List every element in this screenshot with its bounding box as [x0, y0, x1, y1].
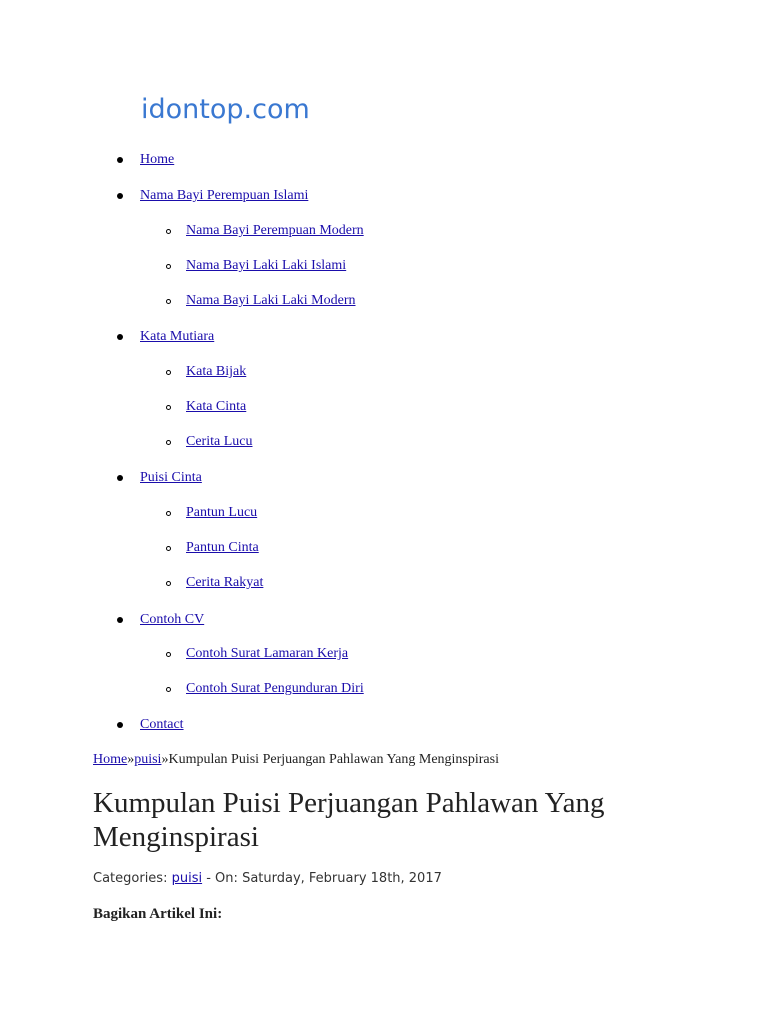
- nav-link-nama-bayi-laki-laki-modern[interactable]: Nama Bayi Laki Laki Modern: [186, 293, 356, 308]
- nav-link-cerita-rakyat[interactable]: Cerita Rakyat: [186, 575, 264, 590]
- nav-item-home[interactable]: [140, 151, 174, 169]
- nav-link-contoh-cv[interactable]: Contoh CV: [140, 612, 205, 627]
- bullet-circle: [166, 440, 171, 445]
- nav-link-puisi-cinta[interactable]: Puisi Cinta: [140, 470, 202, 485]
- nav-item-nama-bayi-perempuan-islami[interactable]: [140, 187, 308, 205]
- breadcrumb: [93, 751, 499, 769]
- nav-item-contact[interactable]: [140, 716, 184, 734]
- bullet-circle: [166, 229, 171, 234]
- bullet-circle: [166, 299, 171, 304]
- bullet-circle: [166, 581, 171, 586]
- nav-link-cerita-lucu[interactable]: Cerita Lucu: [186, 434, 253, 449]
- nav-subitem-cerita-lucu[interactable]: [186, 433, 252, 451]
- bullet-disc: [117, 722, 123, 728]
- bullet-circle: [166, 687, 171, 692]
- article-meta: [93, 870, 442, 888]
- nav-link-contoh-surat-lamaran-kerja[interactable]: Contoh Surat Lamaran Kerja: [186, 646, 349, 661]
- site-logo[interactable]: idontop.com: [141, 94, 310, 125]
- nav-link-home[interactable]: Home: [140, 152, 175, 167]
- bullet-circle: [166, 370, 171, 375]
- bullet-disc: [117, 334, 123, 340]
- nav-subitem-pantun-cinta[interactable]: [186, 539, 259, 557]
- bullet-circle: [166, 546, 171, 551]
- nav-subitem-nama-bayi-laki-laki-modern[interactable]: [186, 292, 356, 310]
- nav-link-contact[interactable]: Contact: [140, 717, 184, 732]
- nav-subitem-kata-cinta[interactable]: [186, 398, 246, 416]
- nav-link-kata-mutiara[interactable]: Kata Mutiara: [140, 329, 215, 344]
- categories-label: Categories:: [93, 871, 168, 886]
- category-link[interactable]: puisi: [171, 871, 203, 886]
- bullet-disc: [117, 617, 123, 623]
- breadcrumb-category-link[interactable]: puisi: [134, 752, 162, 767]
- nav-subitem-cerita-rakyat[interactable]: [186, 574, 263, 592]
- breadcrumb-home-link[interactable]: Home: [93, 752, 128, 767]
- share-label: Bagikan Artikel Ini:: [93, 906, 223, 922]
- bullet-disc: [117, 157, 123, 163]
- bullet-disc: [117, 193, 123, 199]
- nav-link-nama-bayi-perempuan-islami[interactable]: Nama Bayi Perempuan Islami: [140, 188, 309, 203]
- nav-item-contoh-cv[interactable]: [140, 611, 204, 629]
- bullet-circle: [166, 652, 171, 657]
- nav-link-kata-cinta[interactable]: Kata Cinta: [186, 399, 247, 414]
- nav-subitem-kata-bijak[interactable]: [186, 363, 246, 381]
- nav-link-contoh-surat-pengunduran-diri[interactable]: Contoh Surat Pengunduran Diri: [186, 681, 364, 696]
- nav-link-pantun-cinta[interactable]: Pantun Cinta: [186, 540, 259, 555]
- bullet-circle: [166, 405, 171, 410]
- nav-link-kata-bijak[interactable]: Kata Bijak: [186, 364, 247, 379]
- nav-subitem-contoh-surat-pengunduran-diri[interactable]: [186, 680, 364, 698]
- nav-subitem-contoh-surat-lamaran-kerja[interactable]: [186, 645, 348, 663]
- breadcrumb-separator: »: [161, 752, 169, 767]
- bullet-circle: [166, 264, 171, 269]
- article-title: Kumpulan Puisi Perjuangan Pahlawan Yang Menginspirasi: [93, 787, 605, 853]
- nav-item-puisi-cinta[interactable]: [140, 469, 202, 487]
- nav-link-nama-bayi-laki-laki-islami[interactable]: Nama Bayi Laki Laki Islami: [186, 258, 347, 273]
- nav-item-kata-mutiara[interactable]: [140, 328, 214, 346]
- bullet-circle: [166, 511, 171, 516]
- breadcrumb-separator: »: [127, 752, 135, 767]
- breadcrumb-current: Kumpulan Puisi Perjuangan Pahlawan Yang Menginspirasi: [168, 752, 499, 767]
- bullet-disc: [117, 475, 123, 481]
- nav-link-nama-bayi-perempuan-modern[interactable]: Nama Bayi Perempuan Modern: [186, 223, 364, 238]
- nav-link-pantun-lucu[interactable]: Pantun Lucu: [186, 505, 258, 520]
- publish-date: Saturday, February 18th, 2017: [242, 871, 442, 886]
- nav-subitem-nama-bayi-perempuan-modern[interactable]: [186, 222, 364, 240]
- date-prefix: - On:: [206, 871, 238, 886]
- nav-subitem-nama-bayi-laki-laki-islami[interactable]: [186, 257, 346, 275]
- nav-subitem-pantun-lucu[interactable]: [186, 504, 257, 522]
